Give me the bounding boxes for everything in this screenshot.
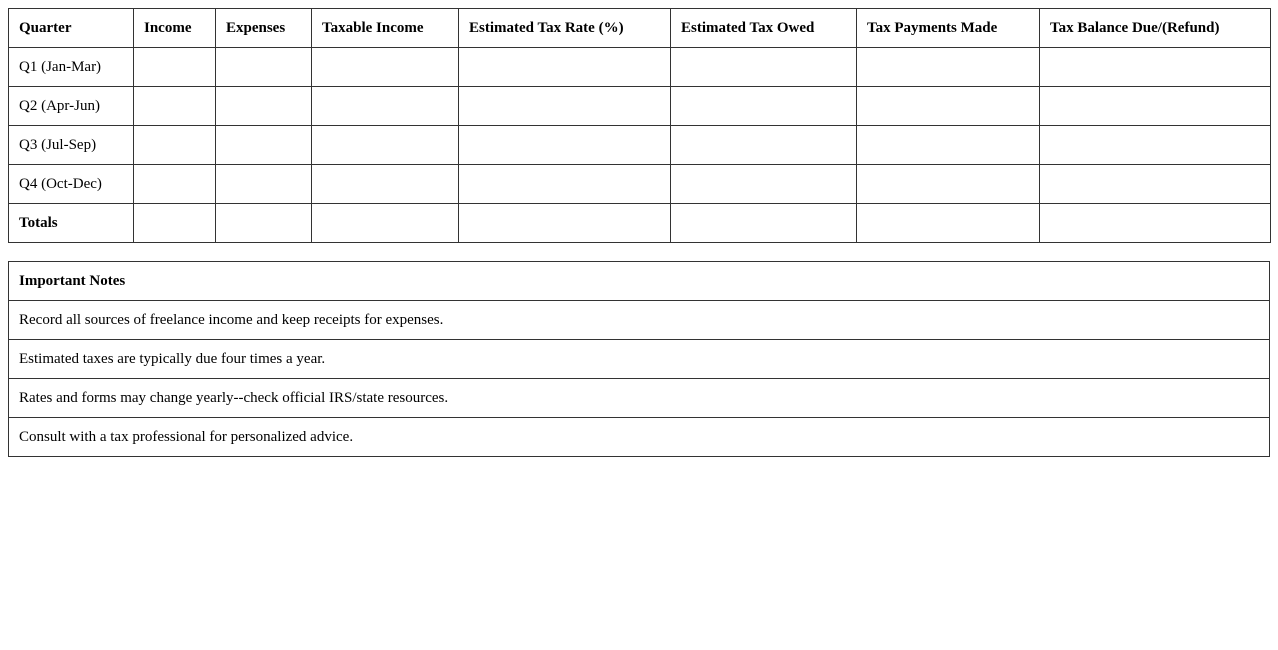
tax-rate-cell[interactable] xyxy=(459,48,671,87)
header-taxable-income: Taxable Income xyxy=(312,9,459,48)
list-item xyxy=(9,379,1270,418)
payments-made-cell[interactable] xyxy=(857,48,1040,87)
expenses-total-cell[interactable] xyxy=(216,204,312,243)
payments-made-cell[interactable] xyxy=(857,165,1040,204)
table-row xyxy=(9,165,1271,204)
list-item xyxy=(9,301,1270,340)
expenses-cell[interactable] xyxy=(216,48,312,87)
tax-rate-cell[interactable] xyxy=(459,165,671,204)
quarter-label: Q3 (Jul-Sep) xyxy=(9,126,134,165)
note-text: Consult with a tax professional for personalized advice. xyxy=(9,418,1270,457)
list-item xyxy=(9,340,1270,379)
header-income: Income xyxy=(134,9,216,48)
header-quarter: Quarter xyxy=(9,9,134,48)
totals-label: Totals xyxy=(9,204,134,243)
tax-rate-cell[interactable] xyxy=(459,87,671,126)
notes-header-row xyxy=(9,262,1270,301)
taxable-income-total-cell[interactable] xyxy=(312,204,459,243)
quarter-label: Q1 (Jan-Mar) xyxy=(9,48,134,87)
income-cell[interactable] xyxy=(134,126,216,165)
income-total-cell[interactable] xyxy=(134,204,216,243)
balance-due-cell[interactable] xyxy=(1040,87,1271,126)
quarter-label: Q2 (Apr-Jun) xyxy=(9,87,134,126)
income-cell[interactable] xyxy=(134,165,216,204)
income-cell[interactable] xyxy=(134,48,216,87)
expenses-cell[interactable] xyxy=(216,87,312,126)
taxable-income-cell[interactable] xyxy=(312,48,459,87)
balance-due-cell[interactable] xyxy=(1040,165,1271,204)
tax-owed-cell[interactable] xyxy=(671,87,857,126)
tax-owed-cell[interactable] xyxy=(671,126,857,165)
expenses-cell[interactable] xyxy=(216,165,312,204)
note-text: Record all sources of freelance income and keep receipts for expenses. xyxy=(9,301,1270,340)
table-row xyxy=(9,126,1271,165)
balance-due-cell[interactable] xyxy=(1040,48,1271,87)
expenses-cell[interactable] xyxy=(216,126,312,165)
header-expenses: Expenses xyxy=(216,9,312,48)
balance-due-total-cell[interactable] xyxy=(1040,204,1271,243)
tax-owed-cell[interactable] xyxy=(671,165,857,204)
totals-row xyxy=(9,204,1271,243)
note-text: Rates and forms may change yearly--check official IRS/state resources. xyxy=(9,379,1270,418)
quarterly-tax-table xyxy=(8,8,1271,243)
payments-made-cell[interactable] xyxy=(857,87,1040,126)
header-tax-balance-due: Tax Balance Due/(Refund) xyxy=(1040,9,1271,48)
tax-rate-cell[interactable] xyxy=(459,126,671,165)
header-tax-payments-made: Tax Payments Made xyxy=(857,9,1040,48)
payments-made-cell[interactable] xyxy=(857,126,1040,165)
notes-title: Important Notes xyxy=(9,262,1270,301)
header-estimated-tax-owed: Estimated Tax Owed xyxy=(671,9,857,48)
payments-made-total-cell[interactable] xyxy=(857,204,1040,243)
tax-rate-total-cell[interactable] xyxy=(459,204,671,243)
table-header-row xyxy=(9,9,1271,48)
list-item xyxy=(9,418,1270,457)
header-estimated-tax-rate: Estimated Tax Rate (%) xyxy=(459,9,671,48)
note-text: Estimated taxes are typically due four times a year. xyxy=(9,340,1270,379)
quarter-label: Q4 (Oct-Dec) xyxy=(9,165,134,204)
tax-owed-cell[interactable] xyxy=(671,48,857,87)
taxable-income-cell[interactable] xyxy=(312,165,459,204)
important-notes-table xyxy=(8,261,1270,457)
table-row xyxy=(9,48,1271,87)
income-cell[interactable] xyxy=(134,87,216,126)
tax-owed-total-cell[interactable] xyxy=(671,204,857,243)
table-row xyxy=(9,87,1271,126)
taxable-income-cell[interactable] xyxy=(312,87,459,126)
balance-due-cell[interactable] xyxy=(1040,126,1271,165)
taxable-income-cell[interactable] xyxy=(312,126,459,165)
